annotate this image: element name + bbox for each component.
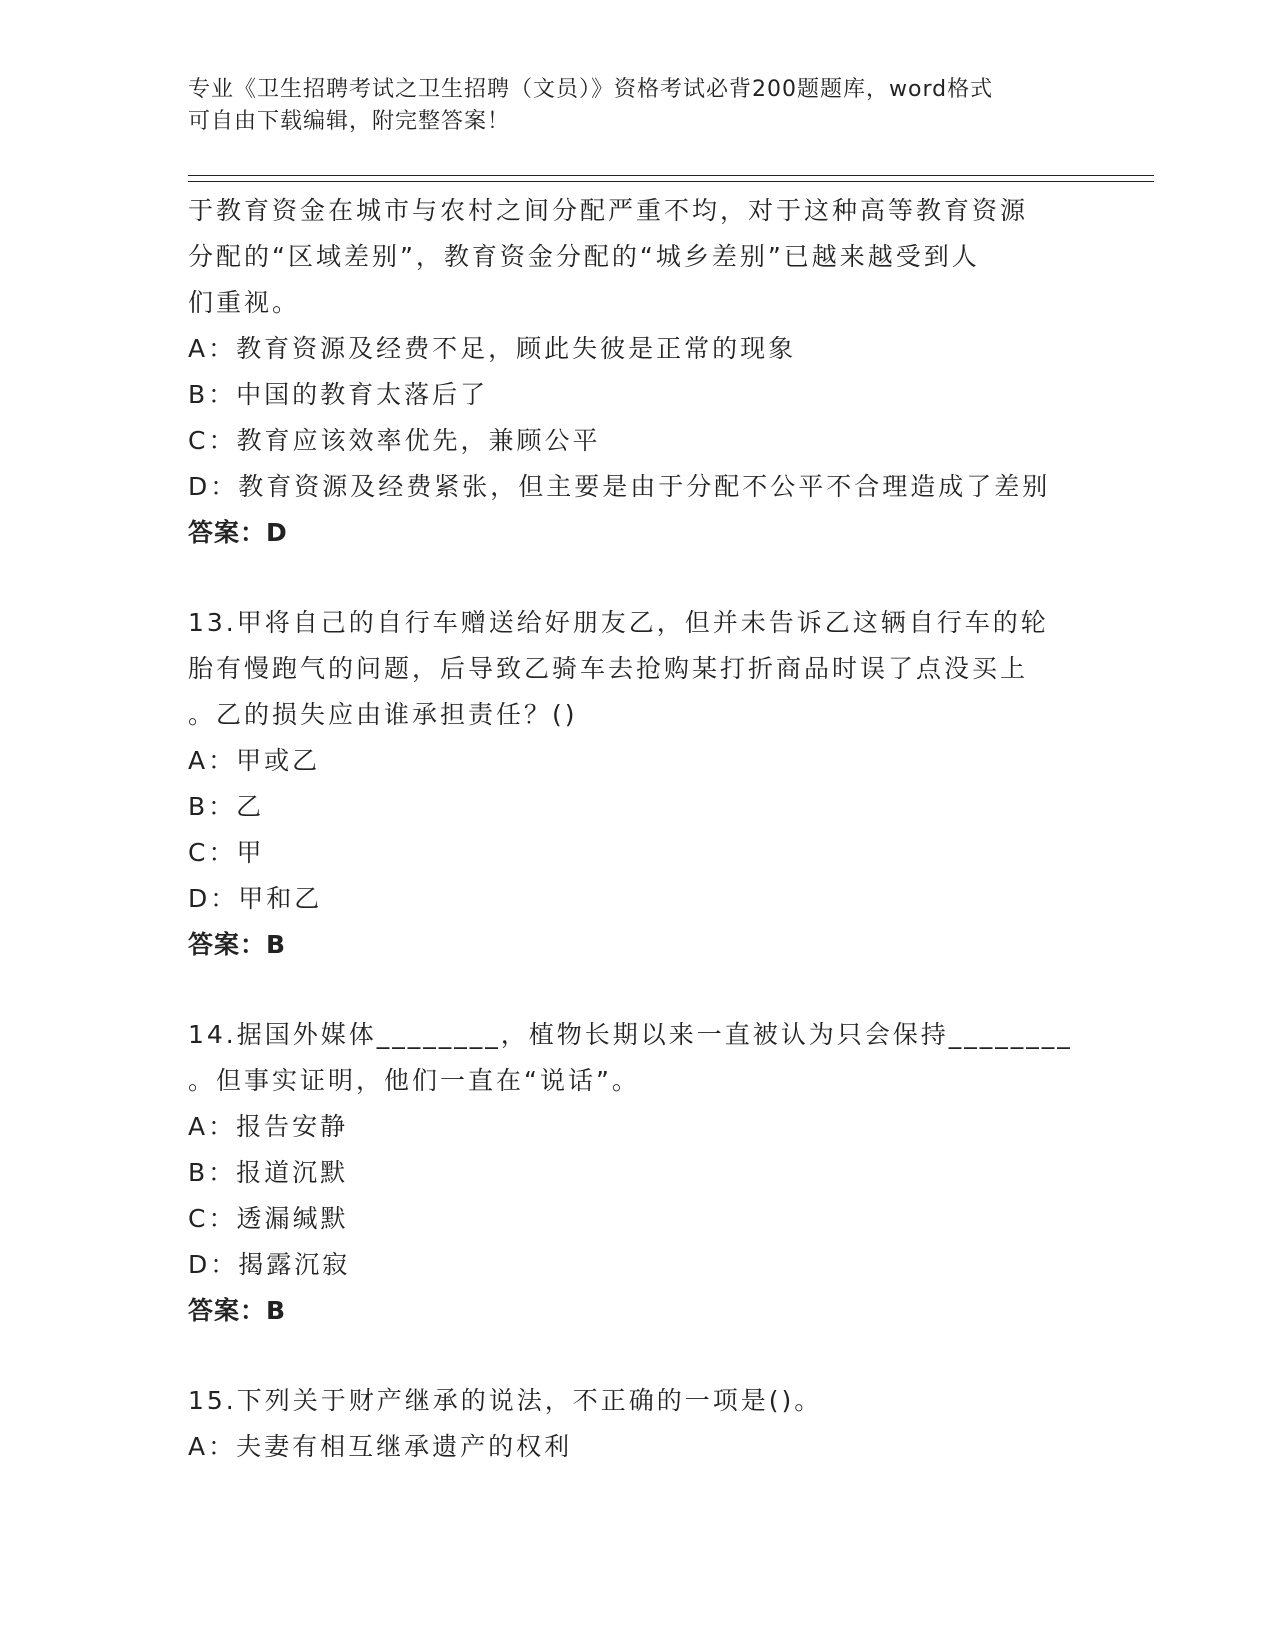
header-divider-top	[188, 175, 1154, 176]
option-d: D：教育资源及经费紧张，但主要是由于分配不公平不合理造成了差别	[188, 472, 1051, 501]
option-a: A：教育资源及经费不足，顾此失彼是正常的现象	[188, 334, 797, 363]
question-text-line: 14.据国外媒体________，植物长期以来一直被认为只会保持________	[188, 1020, 1073, 1049]
question-content	[188, 188, 1088, 1470]
option-b: B：报道沉默	[188, 1158, 349, 1187]
option-b: B：乙	[188, 792, 265, 821]
header-line-2: 可自由下载编辑，附完整答案！	[188, 109, 511, 134]
question-14	[188, 1012, 1088, 1334]
question-text-line: 于教育资金在城市与农村之间分配严重不均，对于这种高等教育资源	[188, 196, 1029, 225]
question-text-line: 13.甲将自己的自行车赠送给好朋友乙，但并未告诉乙这辆自行车的轮	[188, 608, 1049, 637]
question-text-line: 们重视。	[188, 288, 301, 317]
option-c: C：透漏缄默	[188, 1204, 349, 1233]
question-text-line: 15.下列关于财产继承的说法，不正确的一项是()。	[188, 1386, 823, 1415]
answer-label: 答案：D	[188, 518, 288, 547]
question-text-line: 胎有慢跑气的问题，后导致乙骑车去抢购某打折商品时误了点没买上	[188, 654, 1029, 683]
question-text-line: 。乙的损失应由谁承担责任？()	[188, 700, 578, 729]
question-15	[188, 1378, 1088, 1470]
option-c: C：教育应该效率优先，兼顾公平	[188, 426, 601, 455]
question-12	[188, 188, 1088, 556]
option-a: A：甲或乙	[188, 746, 321, 775]
option-b: B：中国的教育太落后了	[188, 380, 489, 409]
answer-label: 答案：B	[188, 930, 287, 959]
question-text-line: 分配的“区域差别”，教育资金分配的“城乡差别”已越来越受到人	[188, 242, 980, 271]
header-line-1: 专业《卫生招聘考试之卫生招聘（文员）》资格考试必背200题题库，word格式	[188, 77, 994, 102]
option-d: D：甲和乙	[188, 884, 323, 913]
question-13	[188, 600, 1088, 968]
document-header	[188, 74, 1068, 138]
question-text-line: 。但事实证明，他们一直在“说话”。	[188, 1066, 640, 1095]
option-d: D：揭露沉寂	[188, 1250, 351, 1279]
option-a: A：报告安静	[188, 1112, 349, 1141]
option-a: A：夫妻有相互继承遗产的权利	[188, 1432, 573, 1461]
option-c: C：甲	[188, 838, 265, 867]
answer-label: 答案：B	[188, 1296, 287, 1325]
header-divider-bottom	[188, 181, 1154, 182]
